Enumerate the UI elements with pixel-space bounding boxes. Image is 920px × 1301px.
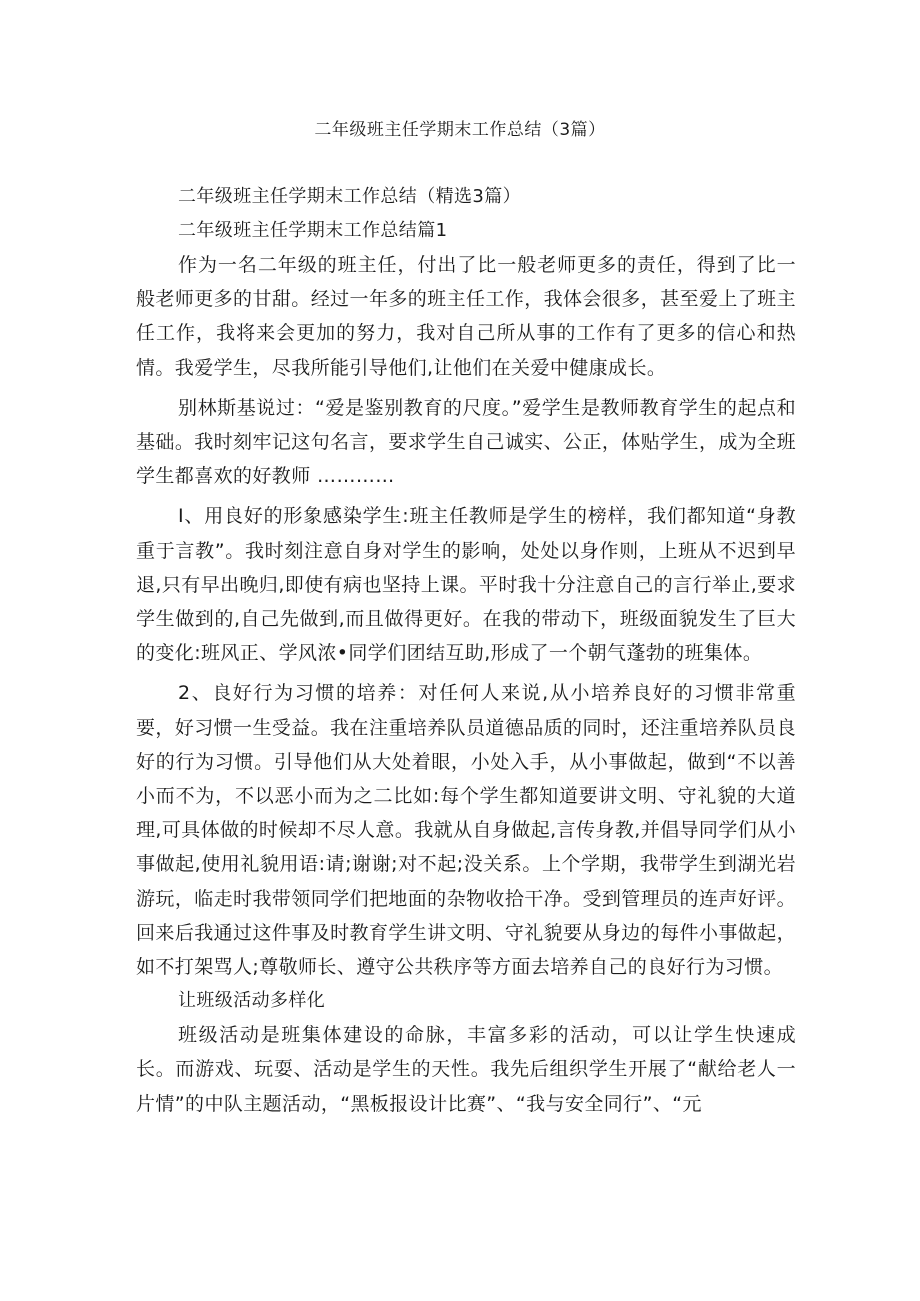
section-heading: 二年级班主任学期末工作总结篇1 bbox=[178, 220, 448, 241]
document-body bbox=[136, 180, 796, 1121]
body-paragraph-4: 2、良好行为习惯的培养：对任何人来说,从小培养良好的习惯非常重要，好习惯一生受益。我在注重培养队员道德品质的同时，还注重培养队员良好的行为习惯。引导他们从大处着眼，小处入手，从小事做起，做到“不以善小而不为，不以恶小而为之二比如:每个学生都知道要讲文明、守礼貌的大道理,可具体做的时候却不尽人意。我就从自身做起,言传身教,并倡导同学们从小事做起,使用礼貌用语:请;谢谢;对不起;没关系。上个学期，我带学生到湖光岩游玩，临走时我带领同学们把地面的杂物收拾干净。受到管理员的连声好评。回来后我通过这件事及时教育学生讲文明、守礼貌要从身边的每件小事做起，如不打架骂人;尊敬师长、遵守公共秩序等方面去培养自己的良好行为习惯。 bbox=[136, 682, 796, 979]
body-paragraph-1: 作为一名二年级的班主任，付出了比一般老师更多的责任，得到了比一般老师更多的甘甜。经过一年多的班主任工作，我体会很多，甚至爱上了班主任工作，我将来会更加的努力，我对自己所从事的工作有了更多的信心和热情。我爱学生，尽我所能引导他们,让他们在关爱中健康成长。 bbox=[136, 254, 796, 379]
body-paragraph-2: 别林斯基说过：“爱是鉴别教育的尺度。”爱学生是教师教育学生的起点和基础。我时刻牢记这句名言，要求学生自己诚实、公正，体贴学生，成为全班学生都喜欢的好教师 ………… bbox=[136, 396, 796, 488]
subsection-heading: 让班级活动多样化 bbox=[178, 990, 326, 1012]
body-paragraph-3: I、用良好的形象感染学生:班主任教师是学生的榜样，我们都知道“身教重于言教”。我时刻注意自身对学生的影响，处处以身作则，上班从不迟到早退,只有早出晚归,即使有病也坚持上课。平时我十分注意自己的言行举止,要求学生做到的,自己先做到,而且做得更好。在我的带动下，班级面貌发生了巨大的变化:班风正、学风浓•同学们团结互助,形成了一个朝气蓬勃的班集体。 bbox=[136, 505, 796, 665]
document-title: 二年级班主任学期末工作总结（3篇） bbox=[314, 120, 606, 140]
document-subtitle: 二年级班主任学期末工作总结（精选3篇） bbox=[178, 186, 522, 207]
body-paragraph-5: 班级活动是班集体建设的命脉，丰富多彩的活动，可以让学生快速成长。而游戏、玩耍、活动是学生的天性。我先后组织学生开展了“献给老人一片情”的中队主题活动，“黑板报设计比赛”、“我与安全同行”、“元 bbox=[136, 1024, 796, 1115]
